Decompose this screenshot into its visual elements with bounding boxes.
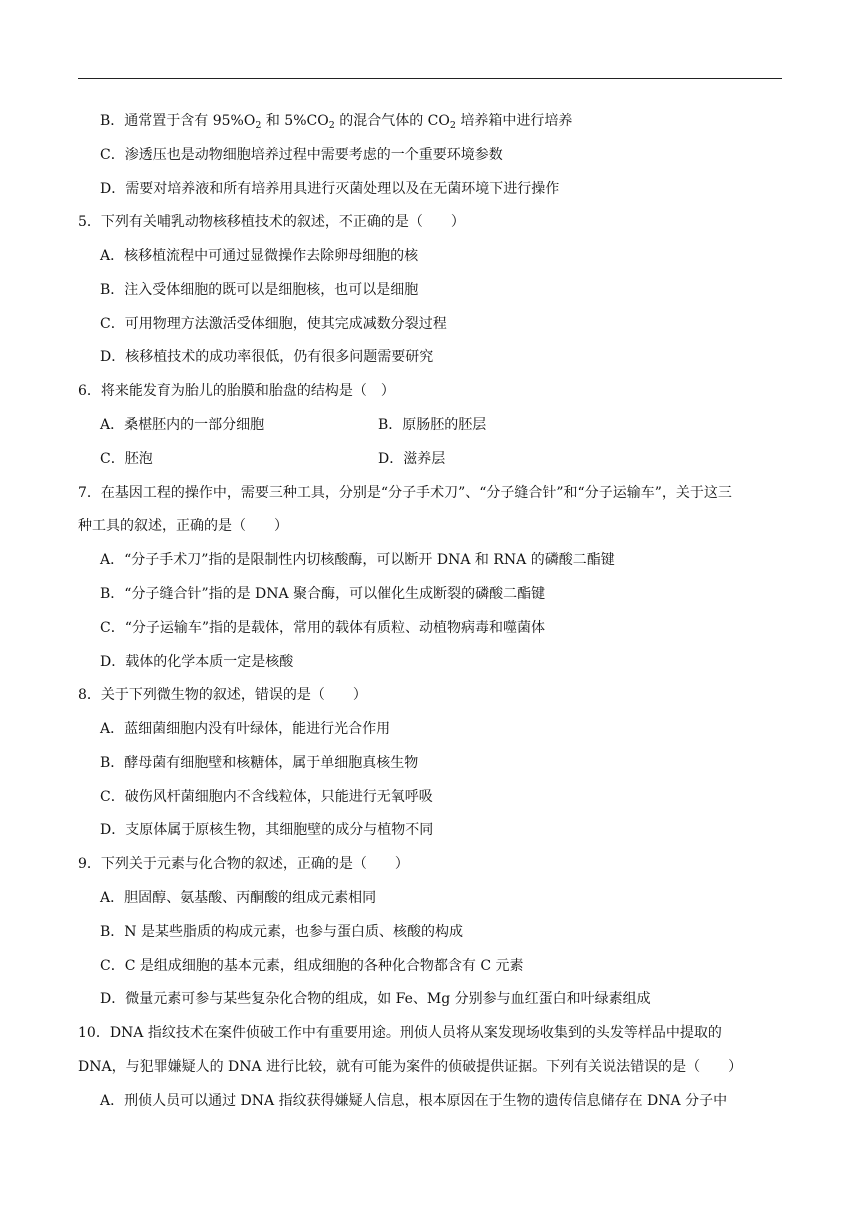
q7-option-c: C．“分子运输车”指的是载体，常用的载体有质粒、动植物病毒和噬菌体 bbox=[100, 620, 546, 636]
q8-option-c: C．破伤风杆菌细胞内不含线粒体，只能进行无氧呼吸 bbox=[100, 789, 433, 805]
q8-option-d: D．支原体属于原核生物，其细胞壁的成分与植物不同 bbox=[100, 822, 434, 838]
q7-option-b: B．“分子缝合针”指的是 DNA 聚合酶，可以催化生成断裂的磷酸二酯键 bbox=[100, 586, 546, 602]
q7-option-d: D．载体的化学本质一定是核酸 bbox=[100, 654, 294, 670]
q8-option-b: B．酵母菌有细胞壁和核糖体，属于单细胞真核生物 bbox=[100, 755, 419, 771]
q4-option-c: C．渗透压也是动物细胞培养过程中需要考虑的一个重要环境参数 bbox=[100, 147, 503, 163]
q9-stem: 9．下列关于元素与化合物的叙述，正确的是（ ） bbox=[78, 856, 409, 872]
q5-option-b: B．注入受体细胞的既可以是细胞核，也可以是细胞 bbox=[100, 282, 419, 298]
q8-stem: 8．关于下列微生物的叙述，错误的是（ ） bbox=[78, 687, 367, 703]
header-rule bbox=[78, 78, 782, 79]
q9-option-d: D．微量元素可参与某些复杂化合物的组成，如 Fe、Mg 分别参与血红蛋白和叶绿素组成 bbox=[100, 991, 651, 1007]
q4-option-b: B．通常置于含有 $95\%O_2$ 和 $5\%CO_2$ 的混合气体的 $CO_2$ 培养箱中进行培养 bbox=[100, 113, 573, 131]
q7-option-a: A．“分子手术刀”指的是限制性内切核酸酶，可以断开 DNA 和 RNA 的磷酸二酯键 bbox=[100, 552, 615, 568]
q6-option-c: C．胚泡 bbox=[100, 451, 153, 467]
q8-option-a: A．蓝细菌细胞内没有叶绿体，能进行光合作用 bbox=[100, 721, 391, 737]
q10-stem-line2: DNA，与犯罪嫌疑人的 DNA 进行比较，就有可能为案件的侦破提供证据。下列有关说法错误的是（ ） bbox=[78, 1059, 743, 1075]
q6-option-d: D．滋养层 bbox=[378, 451, 446, 467]
q6-stem: 6．将来能发育为胎儿的胎膜和胎盘的结构是（ ） bbox=[78, 383, 395, 399]
q6-option-b: B．原肠胚的胚层 bbox=[378, 417, 487, 433]
q5-stem: 5．下列有关哺乳动物核移植技术的叙述，不正确的是（ ） bbox=[78, 214, 465, 230]
q10-stem-line1: 10．DNA 指纹技术在案件侦破工作中有重要用途。刑侦人员将从案发现场收集到的头发等样品中提取的 bbox=[78, 1025, 722, 1041]
q10-option-a: A．刑侦人员可以通过 DNA 指纹获得嫌疑人信息，根本原因在于生物的遗传信息储存在 DNA 分子中 bbox=[100, 1093, 728, 1109]
q6-option-a: A．桑椹胚内的一部分细胞 bbox=[100, 417, 265, 433]
q7-stem-line1: 7．在基因工程的操作中，需要三种工具，分别是“分子手术刀”、“分子缝合针”和“分子运输车”，关于这三 bbox=[78, 485, 732, 501]
q5-option-a: A．核移植流程中可通过显微操作去除卵母细胞的核 bbox=[100, 248, 419, 264]
q7-stem-line2: 种工具的叙述，正确的是（ ） bbox=[78, 518, 288, 534]
q5-option-c: C．可用物理方法激活受体细胞，使其完成减数分裂过程 bbox=[100, 316, 447, 332]
q5-option-d: D．核移植技术的成功率很低，仍有很多问题需要研究 bbox=[100, 349, 434, 365]
q9-option-a: A．胆固醇、氨基酸、丙酮酸的组成元素相同 bbox=[100, 890, 377, 906]
q4-option-d: D．需要对培养液和所有培养用具进行灭菌处理以及在无菌环境下进行操作 bbox=[100, 181, 560, 197]
q9-option-c: C．C 是组成细胞的基本元素，组成细胞的各种化合物都含有 C 元素 bbox=[100, 958, 524, 974]
q9-option-b: B．N 是某些脂质的构成元素，也参与蛋白质、核酸的构成 bbox=[100, 924, 463, 940]
